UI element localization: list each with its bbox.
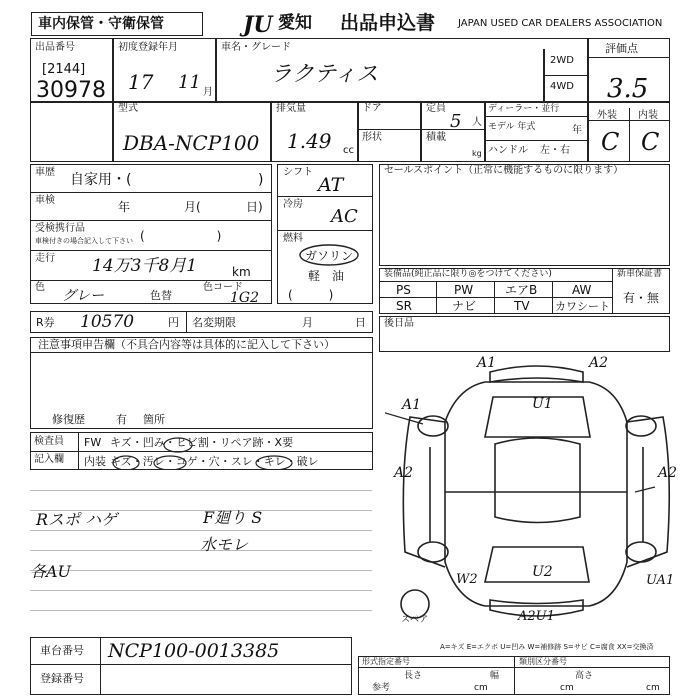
registration-month-unit: 月 xyxy=(203,87,213,98)
width-unit: cm xyxy=(560,683,574,693)
inspection-day: 日) xyxy=(246,200,263,214)
registration-month: 11 xyxy=(178,72,201,93)
car-damage-diagram xyxy=(385,352,678,640)
car-name-label: 車名・グレード xyxy=(221,42,291,53)
repair-history-value: 有 xyxy=(116,413,127,426)
tax-day: 日 xyxy=(355,316,366,329)
remark-line-4: 各AU xyxy=(30,562,72,581)
org-name: 愛知 xyxy=(278,13,312,33)
capacity-label: 定員 xyxy=(426,103,446,114)
recycle-unit: 円 xyxy=(168,316,179,329)
color-code-label: 色コード xyxy=(203,282,243,293)
damage-mark-rear-w2: W2 xyxy=(456,572,478,587)
equipment-ps: PS xyxy=(396,283,411,297)
history-close: ) xyxy=(258,172,264,188)
chassis-label: 車台番号 xyxy=(40,644,84,657)
car-name-value: ラクティス xyxy=(270,62,379,87)
model-year-label: モデル 年式 xyxy=(488,122,536,132)
interior-label: 内装 xyxy=(638,110,658,121)
door-label: ドア xyxy=(362,103,382,114)
gasoline-circle-mark xyxy=(298,243,360,267)
load-label: 積載 xyxy=(426,132,446,143)
transfer-label: 受検携行品 xyxy=(35,223,85,234)
equipment-seat: カワシート xyxy=(555,300,610,313)
remark-line-1: Rスポ ハゲ xyxy=(36,510,118,529)
warranty-label: 新車保証書 xyxy=(617,269,663,279)
damage-mark-front-a2: A2 xyxy=(589,355,609,371)
equipment-pw: PW xyxy=(454,283,474,297)
dealer-label: ディーラー・並行 xyxy=(488,104,560,114)
displacement-label: 排気量 xyxy=(276,103,306,114)
notes-label: 注意事項申告欄（不具合内容等は具体的に記入して下さい） xyxy=(38,338,335,351)
exterior-grade: C xyxy=(601,128,620,156)
inspector-interior-label: 内装 xyxy=(84,455,106,468)
reference-label: 参考 xyxy=(372,683,391,693)
model-label: 型式 xyxy=(118,103,138,114)
lot-number: 30978 xyxy=(36,78,106,103)
damage-mark-right-a2: A2 xyxy=(658,465,678,481)
spare-tire-label: スペア xyxy=(401,615,429,625)
interior-grade: C xyxy=(641,128,660,156)
spec-number-label: 形式指定番号 xyxy=(362,657,410,666)
damage-legend: A=キズ E=エクボ U=凹み W=補修跡 S=サビ C=腐食 XX=交換済 xyxy=(440,643,654,651)
inspector-label: 検査員 xyxy=(34,436,64,447)
registration-number-label: 登録番号 xyxy=(40,672,84,685)
equipment-aw: AW xyxy=(572,283,592,297)
recycle-label: R券 xyxy=(36,316,55,329)
exterior-label: 外装 xyxy=(597,110,617,121)
mileage-label: 走行 xyxy=(35,253,55,264)
inspection-year: 年 xyxy=(118,200,131,214)
transfer-note: 車検付きの場合記入して下さい xyxy=(35,237,133,245)
mileage-unit: km xyxy=(232,265,251,279)
rear-items-label: 後日品 xyxy=(384,318,414,329)
sales-point-box xyxy=(379,164,670,266)
damage-mark-bumper-a2u1: A2U1 xyxy=(518,609,555,624)
equipment-label: 装備品(純正品に限り◎をつけてください) xyxy=(384,269,552,279)
storage-title: 車内保管・守衛保管 xyxy=(38,16,164,32)
class-number-label: 類別区分番号 xyxy=(519,657,567,666)
remark-line-2: F廻り S xyxy=(203,508,263,527)
tax-label: 名変期限 xyxy=(192,316,236,329)
form-title: 出品申込書 xyxy=(340,12,436,34)
registration-label: 初度登録年月 xyxy=(118,42,178,53)
equipment-tv: TV xyxy=(514,299,530,313)
rear-items-box xyxy=(379,316,670,352)
damage-mark-rear-ua1: UA1 xyxy=(646,573,675,588)
registration-year: 17 xyxy=(128,70,154,94)
handle-options: 左・右 xyxy=(540,145,570,156)
damage-mark-hood-u1: U1 xyxy=(532,396,553,412)
model-value: DBA-NCP100 xyxy=(123,131,260,155)
repair-history-label: 修復歴 xyxy=(52,413,85,426)
color-code-value: 1G2 xyxy=(230,290,259,306)
fuel-other-paren: ( ) xyxy=(288,288,334,302)
fuel-diesel: 軽 油 xyxy=(308,269,345,283)
history-value: 自家用・( xyxy=(70,172,132,188)
shift-label: シフト xyxy=(283,167,313,178)
length-unit: cm xyxy=(474,683,488,693)
ac-value: AC xyxy=(331,206,358,227)
inspector-fw-label: FW xyxy=(84,436,102,449)
transfer-paren: ( ) xyxy=(140,229,222,243)
history-label: 車歴 xyxy=(35,167,55,178)
displacement-value: 1.49 xyxy=(287,129,332,153)
load-unit: kg xyxy=(472,149,482,158)
inspector-interior-items: キズ・汚レ・コゲ・穴・スレ・キレ・破レ xyxy=(110,455,319,468)
height-label: 高さ xyxy=(575,671,594,681)
width-label: 幅 xyxy=(490,671,500,681)
remark-line-3: 水モレ xyxy=(200,535,249,554)
grade-label: 評価点 xyxy=(605,42,638,55)
ac-label: 冷房 xyxy=(283,199,303,210)
association-name: JAPAN USED CAR DEALERS ASSOCIATION xyxy=(458,18,663,29)
ju-logo: JU xyxy=(243,12,273,38)
drive-2wd: 2WD xyxy=(550,55,574,66)
capacity-value: 5 xyxy=(450,111,462,132)
inspector-entry-label: 記入欄 xyxy=(34,454,64,465)
lot-label: 出品番号 xyxy=(35,42,75,53)
displacement-unit: cc xyxy=(343,145,354,156)
lot-sub-number: [2144] xyxy=(42,62,86,77)
equipment-sr: SR xyxy=(396,299,412,313)
color-label: 色 xyxy=(35,282,45,293)
repaint-label: 色替 xyxy=(150,289,172,302)
damage-mark-left-a1: A1 xyxy=(402,397,422,413)
damage-mark-left-a2: A2 xyxy=(394,465,414,481)
shift-value: AT xyxy=(318,174,344,196)
capacity-unit: 人 xyxy=(472,117,482,128)
sales-point-label: セールスポイント（正常に機能するものに限ります） xyxy=(384,165,624,176)
damage-mark-rear-u2: U2 xyxy=(532,564,553,580)
height-unit: cm xyxy=(646,683,660,693)
handle-label: ハンドル xyxy=(488,145,528,156)
fuel-label: 燃料 xyxy=(283,233,303,244)
chassis-number: NCP100-0013385 xyxy=(108,640,280,662)
repair-place-label: 箇所 xyxy=(143,413,165,426)
mileage-value: 14万3千8月1 xyxy=(92,256,198,276)
inspection-label: 車検 xyxy=(35,195,55,206)
shape-label: 形状 xyxy=(362,132,382,143)
fuel-gasoline: ガソリン xyxy=(305,249,354,263)
recycle-value: 10570 xyxy=(80,312,135,332)
color-value: グレー xyxy=(62,288,104,304)
inspector-circle-marks xyxy=(100,432,380,470)
inspection-month: 月( xyxy=(184,200,201,214)
grade-score: 3.5 xyxy=(607,74,649,104)
tax-month: 月 xyxy=(302,316,313,329)
equipment-airbag: エアB xyxy=(505,283,538,297)
length-label: 長さ xyxy=(404,671,423,681)
warranty-options: 有・無 xyxy=(623,291,660,305)
equipment-navi: ナビ xyxy=(452,299,477,313)
inspector-exterior-items: キズ・凹み・ヒビ割・リペア跡・X要 xyxy=(110,436,294,449)
model-year-unit: 年 xyxy=(572,125,582,136)
drive-4wd: 4WD xyxy=(550,81,574,92)
damage-mark-front-a1: A1 xyxy=(477,355,497,371)
